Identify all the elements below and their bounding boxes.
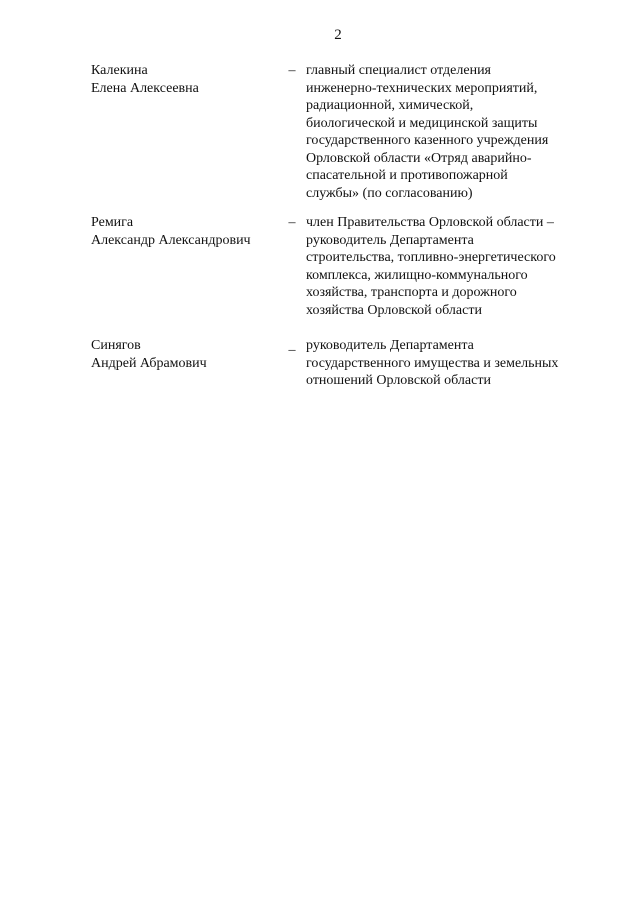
role-line: член Правительства Орловской области – bbox=[306, 215, 554, 230]
role-line: хозяйства Орловской области bbox=[306, 302, 482, 318]
member-role bbox=[306, 62, 591, 202]
member-surname: Ремига bbox=[91, 215, 134, 230]
role-line: руководитель Департамента bbox=[306, 232, 474, 248]
role-line: радиационной, химической, bbox=[306, 98, 474, 113]
member-name bbox=[91, 337, 281, 372]
member-name bbox=[91, 62, 281, 97]
role-line: службы» (по согласованию) bbox=[306, 185, 473, 201]
role-line: хозяйства, транспорта и дорожного bbox=[306, 285, 517, 300]
role-line: Орловской области «Отряд аварийно- bbox=[306, 150, 532, 166]
role-line: государственного казенного учреждения bbox=[306, 133, 549, 148]
role-line: отношений Орловской области bbox=[306, 373, 491, 388]
role-line: спасательной и противопожарной bbox=[306, 168, 508, 183]
role-line: инженерно-технических мероприятий, bbox=[306, 80, 538, 96]
role-line: биологической и медицинской защиты bbox=[306, 115, 538, 131]
role-line: главный специалист отделения bbox=[306, 63, 491, 78]
separator-dash: – bbox=[288, 63, 296, 78]
member-given-names: Елена Алексеевна bbox=[91, 80, 199, 96]
page-number: 2 bbox=[334, 27, 342, 43]
member-role bbox=[306, 214, 591, 319]
member-given-names: Андрей Абрамович bbox=[91, 355, 207, 371]
role-line: государственного имущества и земельных bbox=[306, 355, 559, 371]
role-line: строительства, топливно-энергетического bbox=[306, 250, 556, 265]
member-surname: Калекина bbox=[91, 63, 148, 78]
role-line: комплекса, жилищно-коммунального bbox=[306, 267, 528, 283]
separator-dash: _ bbox=[288, 338, 296, 353]
role-line: руководитель Департамента bbox=[306, 338, 474, 353]
separator-dash: – bbox=[288, 215, 296, 230]
member-name bbox=[91, 214, 281, 249]
member-surname: Синягов bbox=[91, 338, 141, 353]
member-role bbox=[306, 337, 591, 390]
member-given-names: Александр Александрович bbox=[91, 232, 251, 248]
